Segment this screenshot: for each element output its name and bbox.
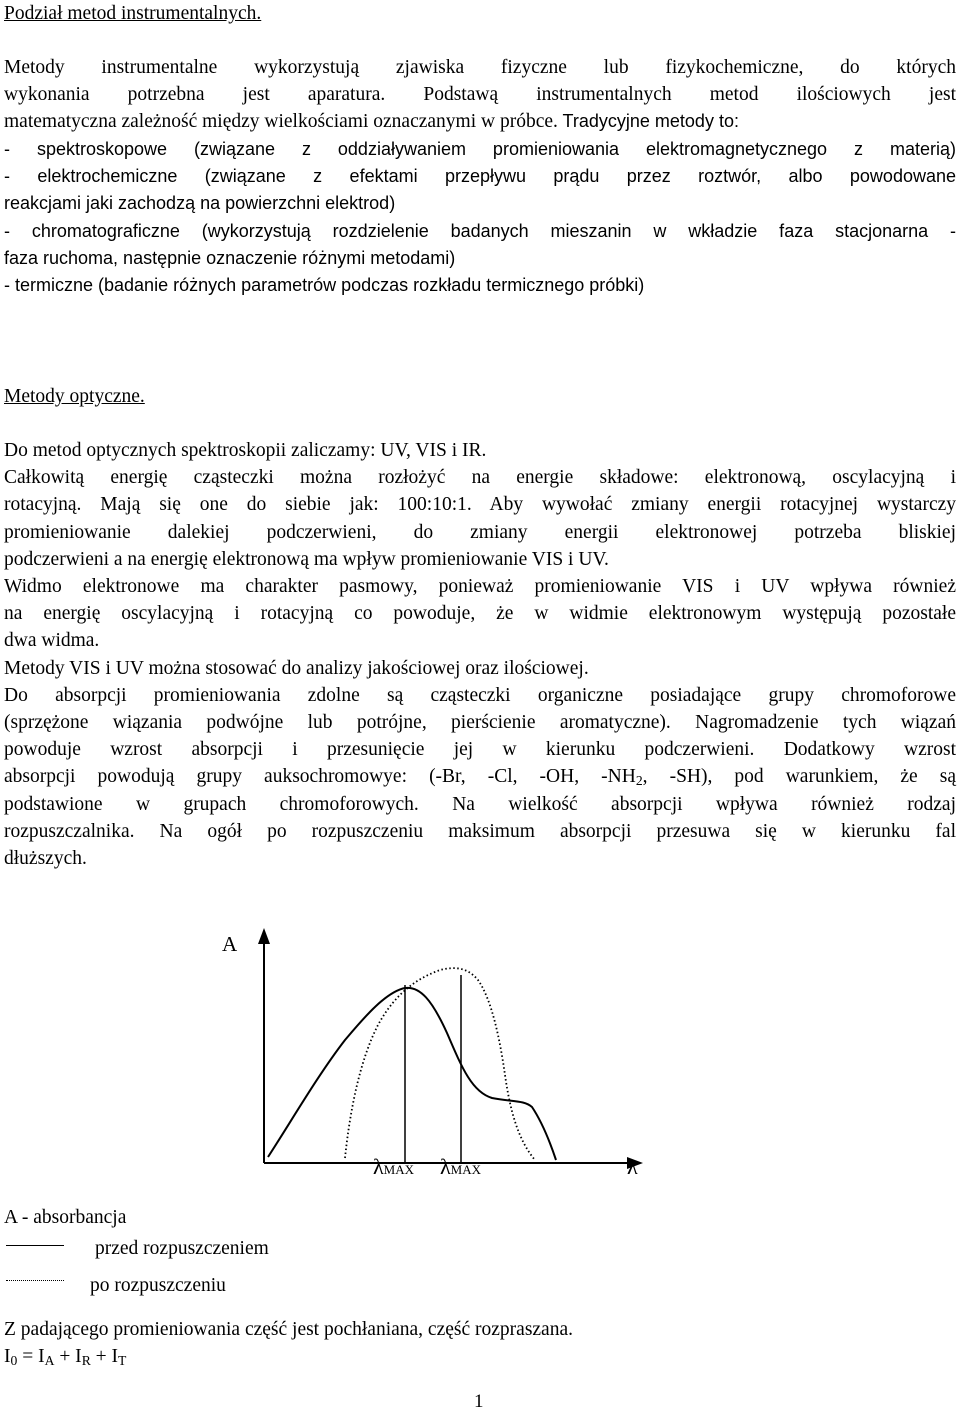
text-line: na energię oscylacyjną i rotacyjną co powoduje, że w widmie elektronowym występują pozostałe [4,603,956,625]
text-line: Do absorpcji promieniowania zdolne są cząsteczki organiczne posiadające grupy chromoforowe [4,684,956,706]
text-line: absorpcji powodują grupy auksochromowye: (-Br, -Cl, -OH, $-NH_2$, -SH), pod warunkiem, że są [4,766,956,789]
text-line: dłuższych. [4,848,87,870]
list-item: - termiczne (badanie różnych parametrów podczas rozkładu termicznego próbki) [4,275,645,296]
list-item: - chromatograficzne (wykorzystują rozdzielenie badanych mieszanin w wkładzie faza stacjonarna - [4,220,956,241]
text-line: dwa widma. [4,630,100,652]
intensity-equation: $I_0 = I_A + I_R + I_T$ [4,1346,127,1368]
text-line: Widmo elektronowe ma charakter pasmowy, ponieważ promieniowanie VIS i UV wpływa również [4,576,956,598]
text-line: wykonania potrzebna jest aparatura. Podstawą instrumentalnych metod ilościowych jest [4,84,956,106]
list-item: faza ruchoma, następnie oznaczenie różnymi metodami) [4,247,456,268]
text-line: Do metod optycznych spektroskopii zaliczamy: UV, VIS i IR. [4,440,487,461]
page-number: 1 [474,1391,484,1412]
text-line: rotacyjną. Mają się one do siebie jak: 100:10:1. Aby wywołać zmiany energii rotacyjnej wystarczy [4,494,956,516]
final-sentence: Z padającego promieniowania część jest pochłaniana, część rozpraszana. [4,1319,573,1340]
text-line: powoduje wzrost absorpcji i przesunięcie jej w kierunku podczerwieni. Dodatkowy wzrost [4,739,956,761]
legend-absorbance: A - absorbancja [4,1207,127,1228]
list-item: - elektrochemiczne (związane z efektami przepływu prądu przez roztwór, albo powodowane [4,166,956,187]
section-heading: Podział metod instrumentalnych. [4,3,262,24]
text-line: podstawione w grupach chromoforowych. Na wielkość absorpcji wpływa również rodzaj [4,793,956,815]
x-axis-label: λ [627,1154,638,1179]
text-line: rozpuszczalnika. Na ogół po rozpuszczeniu maksimum absorpcji przesuwa się w kierunku fal [4,820,956,842]
text-line: podczerwieni a na energię elektronową ma wpływ promieniowanie VIS i UV. [4,548,609,570]
curve-before-dissolution [268,988,556,1160]
text-line: Całkowitą energię cząsteczki można rozłożyć na energie składowe: elektronową, oscylacyjną i [4,467,956,489]
y-axis [258,928,270,1163]
lambda-max-label-1: λMAX [373,1154,415,1179]
list-item: reakcjami jaki zachodzą na powierzchni elektrod) [4,193,396,214]
legend-solid-line [6,1245,64,1246]
text-line: matematyczna zależność między wielkościami oznaczanymi w próbce. Tradycyjne metody to: [4,111,739,133]
text-line: promieniowanie dalekiej podczerwieni, do zmiany energii elektronowej potrzeba bliskiej [4,521,956,543]
section-heading: Metody optyczne. [4,386,145,407]
text-line: Metody VIS i UV można stosować do analizy jakościowej oraz ilościowej. [4,657,589,679]
legend-dotted-label: po rozpuszczeniu [90,1275,226,1296]
text-line: (sprzężone wiązania podwójne lub potrójne, pierścienie aromatyczne). Nagromadzenie tych wiązań [4,712,956,734]
y-axis-label: A [222,932,238,956]
list-item: - spektroskopowe (związane z oddziaływaniem promieniowania elektromagnetycznego z materią) [4,139,956,159]
curve-after-dissolution [345,968,535,1160]
lambda-max-label-2: λMAX [440,1154,482,1179]
legend-dotted-line [6,1280,64,1281]
legend-solid-label: przed rozpuszczeniem [95,1238,269,1259]
text-line: Metody instrumentalne wykorzystują zjawiska fizyczne lub fizykochemiczne, do których [4,57,956,78]
